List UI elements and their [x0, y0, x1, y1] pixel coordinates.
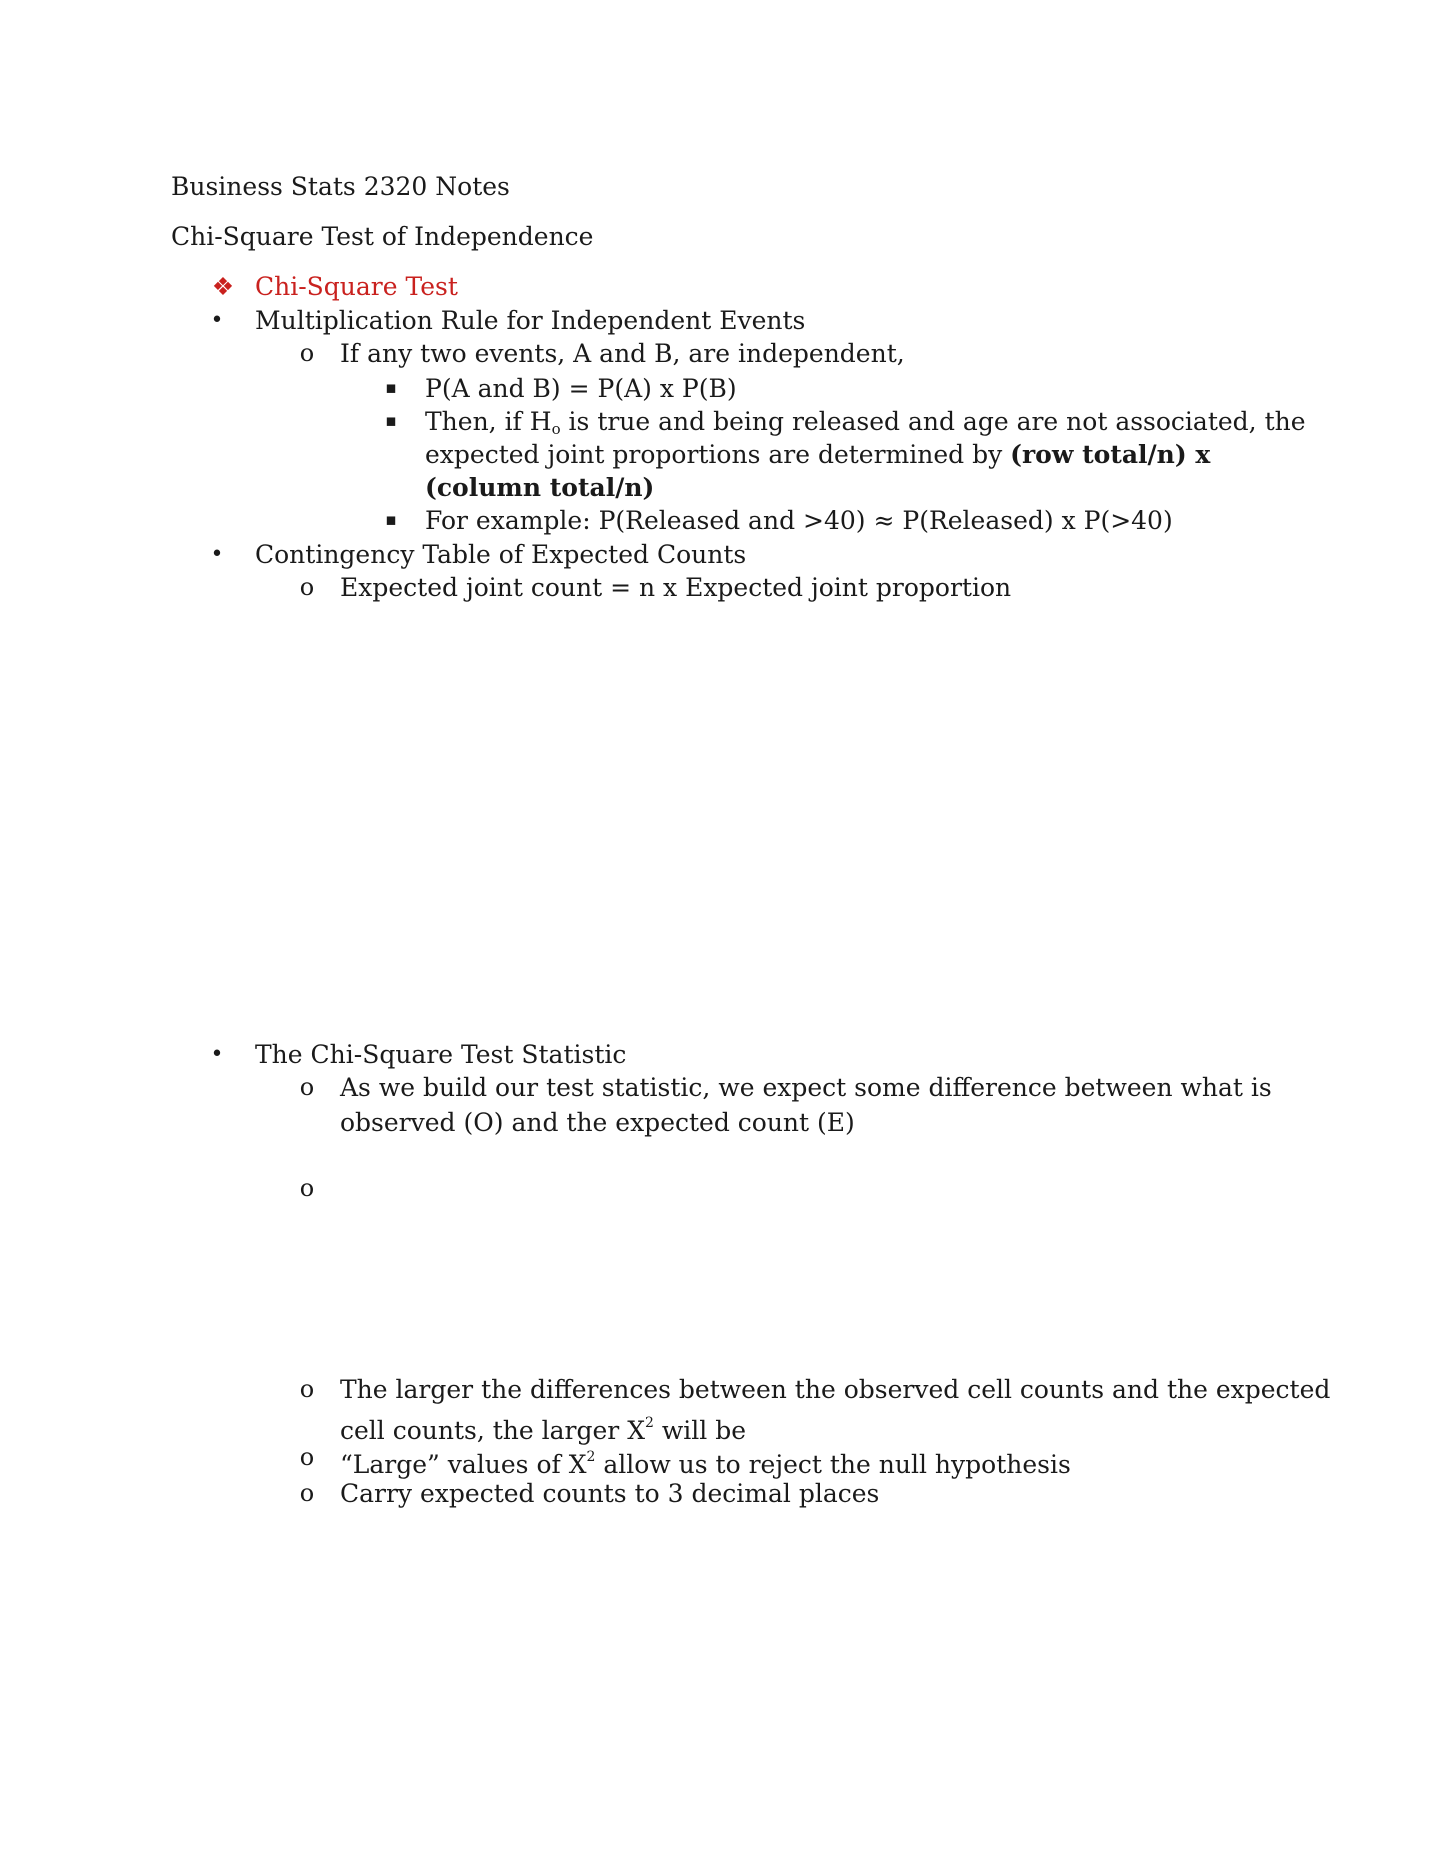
circle-bullet-icon-empty-item: o: [299, 1174, 315, 1202]
document-title: Business Stats 2320 Notes: [171, 172, 510, 201]
item-example: For example: P(Released and >40) ≈ P(Released) x P(>40): [425, 506, 1173, 535]
circle-bullet-icon: o: [299, 1375, 315, 1403]
circle-bullet-icon: o: [299, 339, 315, 367]
diamond-bullet-icon: ❖: [211, 272, 235, 301]
bullet-icon: •: [210, 308, 224, 333]
sub-bullet-observed-expected-line2: observed (O) and the expected count (E): [340, 1108, 855, 1137]
sub-bullet-large-values: “Large” values of $X^2$ allow us to reject the null hypothesis: [340, 1449, 1071, 1479]
sub-bullet-decimal-places: Carry expected counts to 3 decimal places: [340, 1479, 880, 1508]
item-null-hypothesis-line3: (column total/n): [425, 473, 655, 502]
bullet-multiplication-rule: Multiplication Rule for Independent Events: [255, 306, 806, 335]
sub-bullet-larger-differences-line2: cell counts, the larger $X^2$ will be: [340, 1415, 746, 1445]
bullet-icon: •: [210, 1042, 224, 1067]
bullet-test-statistic: The Chi-Square Test Statistic: [255, 1040, 627, 1069]
item-formula-independence: P(A and B) = P(A) x P(B): [425, 374, 737, 403]
bullet-contingency-table: Contingency Table of Expected Counts: [255, 540, 747, 569]
item-null-hypothesis-line1: Then, if $H_o$ is true and being released and age are not associated, the: [425, 407, 1306, 438]
sub-bullet-larger-differences-line1: The larger the differences between the observed cell counts and the expected: [340, 1375, 1331, 1404]
square-bullet-icon: ▪: [385, 510, 397, 530]
bullet-icon: •: [210, 542, 224, 567]
circle-bullet-icon: o: [299, 1443, 315, 1471]
circle-bullet-icon: o: [299, 1479, 315, 1507]
sub-bullet-independent-events: If any two events, A and B, are independent,: [340, 339, 905, 368]
sub-bullet-observed-expected-line1: As we build our test statistic, we expect some difference between what is: [340, 1073, 1272, 1102]
sub-bullet-expected-joint-count: Expected joint count = n x Expected joint proportion: [340, 573, 1012, 602]
heading-chi-square-test: Chi-Square Test: [255, 272, 458, 301]
circle-bullet-icon: o: [299, 573, 315, 601]
circle-bullet-icon: o: [299, 1073, 315, 1101]
square-bullet-icon: ▪: [385, 378, 397, 398]
item-null-hypothesis-line2: expected joint proportions are determined by (row total/n) x: [425, 440, 1211, 469]
square-bullet-icon: ▪: [385, 411, 397, 431]
section-title: Chi-Square Test of Independence: [171, 222, 594, 251]
